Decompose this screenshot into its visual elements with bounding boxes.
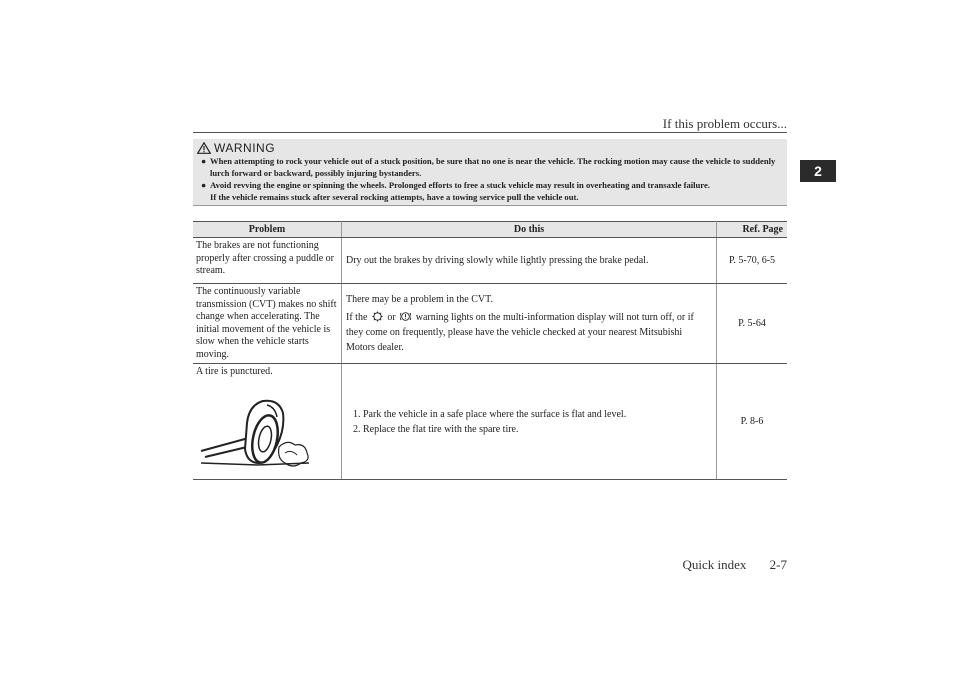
table-row [193,284,787,364]
warning-label: WARNING [214,141,276,155]
page-footer [663,557,788,573]
ref-page-cell: P. 5-64 [738,317,766,329]
do-this-cell: There may be a problem in the CVT. If the or warning lights on the multi-information display will not turn off, or if they come on frequently, please have the vehicle checked at your nearest Mitsubishi Motors dealer. [346,294,694,353]
page-header-title: If this problem occurs... [662,116,787,131]
footer-section: Quick index [682,557,747,572]
bullet-icon: ● [201,180,207,190]
do-this-cell: Dry out the brakes by driving slowly while lightly pressing the brake pedal. [346,255,649,266]
quick-index-table [193,221,787,480]
table-header-row [193,222,787,238]
ref-page-cell: P. 5-70, 6-5 [728,254,776,266]
warning-lamp-icon [400,311,411,322]
list-item: 2. Replace the flat tire with the spare tire. [353,423,519,435]
steps-list [346,407,626,437]
warning-list [201,156,783,204]
bullet-icon: ● [201,156,207,166]
problem-cell: The brakes are not functioning properly after crossing a puddle or stream. [196,240,335,276]
ref-page-cell: P. 8-6 [740,415,764,427]
warning-triangle-icon [197,142,211,154]
warning-box [193,139,787,206]
footer-page-number: 2-7 [769,557,787,572]
list-item: 1. Park the vehicle in a safe place where the surface is flat and level. [353,408,627,420]
column-header-do-this: Do this [342,222,717,238]
warning-item: ● When attempting to rock your vehicle out of a stuck position, be sure that no one is near the vehicle. The rocking motion may cause the vehicle to suddenly lurch forward or backward, possibly injuring bystanders. [201,156,776,178]
warning-item: ● Avoid revving the engine or spinning the wheels. Prolonged efforts to free a stuck vehicle may result in overheating and transaxle failure. If the vehicle remains stuck after several rocking attempts, have a towing service pull the vehicle out. [201,180,710,202]
table-row [193,238,787,284]
warning-heading [197,141,275,155]
chapter-tab: 2 [800,160,836,182]
problem-cell: A tire is punctured. [196,366,273,377]
do-this-cell [342,364,716,479]
punctured-tire-illustration-icon [197,383,315,473]
column-header-problem: Problem [193,222,342,238]
column-header-ref-page: Ref. Page [717,222,788,238]
table-row [193,364,787,480]
transmission-warning-lamp-icon [372,311,383,322]
warning-extra-line: If the vehicle remains stuck after several rocking attempts, have a towing service pull the vehicle out. [210,191,579,202]
problem-cell: The continuously variable transmission (CVT) makes no shift change when accelerating. The initial movement of the vehicle is slow when the vehicle starts moving. [196,286,337,360]
header-rule [193,132,787,133]
